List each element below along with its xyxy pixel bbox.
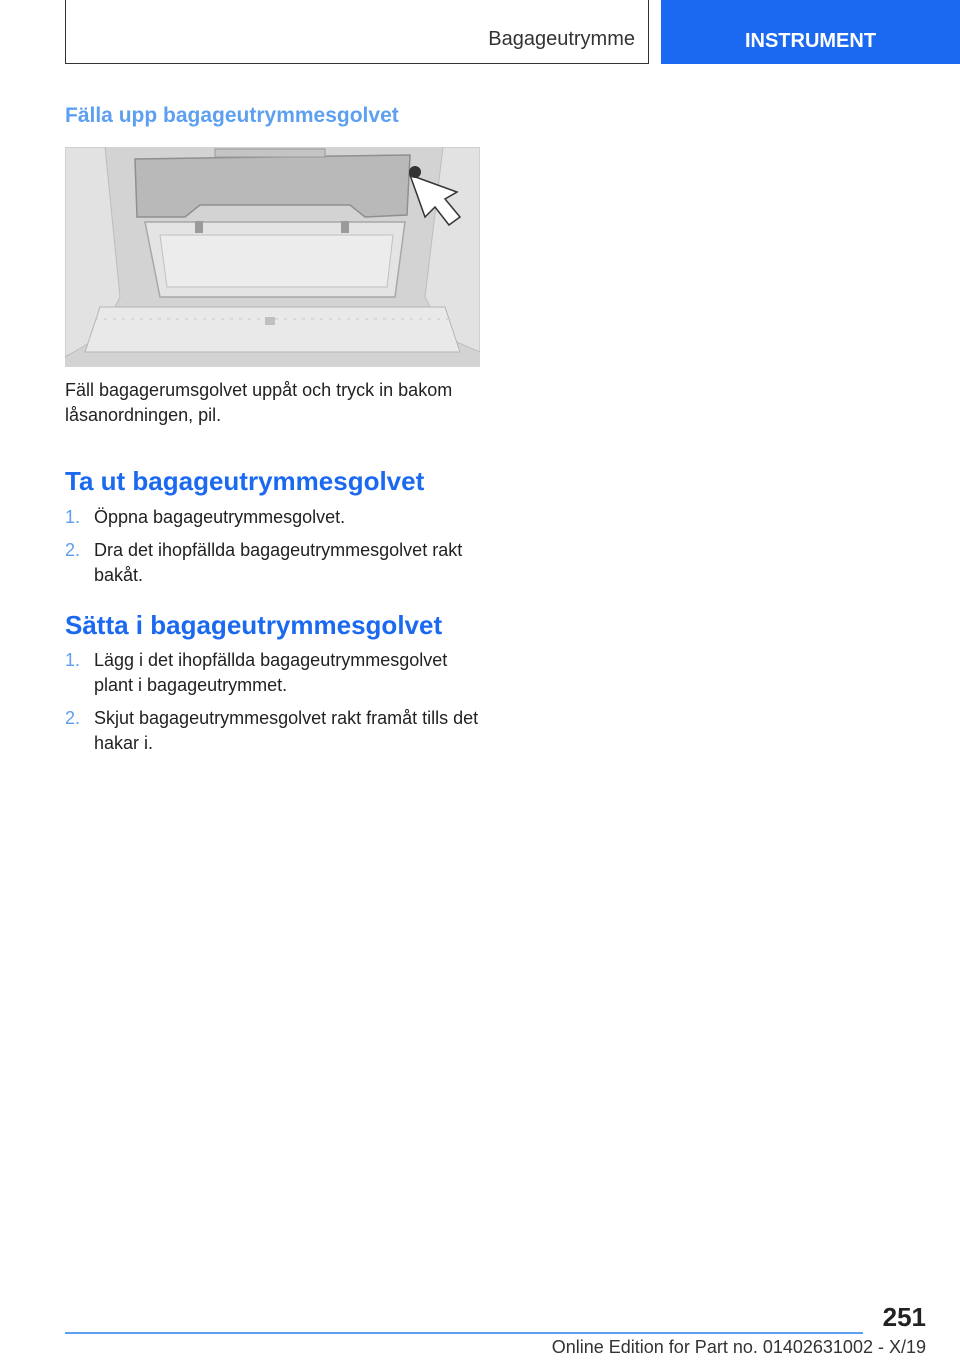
fold-up-caption: Fäll bagagerumsgolvet uppåt och tryck in bakom låsanordningen, pil. xyxy=(65,380,453,425)
list-item xyxy=(65,505,485,530)
trunk-illustration-svg xyxy=(65,147,480,367)
footer-divider xyxy=(65,1332,863,1334)
page-number: 251 xyxy=(882,1302,926,1332)
step-number: 2. xyxy=(65,708,81,728)
header-chapter-label: INSTRUMENT xyxy=(744,29,877,52)
list-item xyxy=(65,538,485,588)
step-number: 2. xyxy=(65,540,81,560)
step-text: Skjut bagageutrymmesgolvet rakt framåt tills det hakar i. xyxy=(94,708,479,753)
list-item xyxy=(65,706,485,756)
fold-up-heading: Fälla upp bagageutrymmesgolvet xyxy=(65,104,399,127)
remove-heading: Ta ut bagageutrymmesgolvet xyxy=(65,466,425,496)
footer-edition: Online Edition for Part no. 01402631002 - X/19 xyxy=(551,1337,926,1357)
trunk-floor-illustration xyxy=(65,147,480,367)
header-chapter-tab[interactable] xyxy=(661,0,960,64)
list-item xyxy=(65,648,485,698)
step-text: Öppna bagageutrymmesgolvet. xyxy=(94,507,346,527)
remove-steps-list xyxy=(65,505,485,596)
step-text: Dra det ihopfällda bagageutrymmesgolvet rakt bakåt. xyxy=(94,540,463,585)
header-section-title: Bagageutrymme xyxy=(488,28,635,50)
step-number: 1. xyxy=(65,507,81,527)
insert-heading: Sätta i bagageutrymmesgolvet xyxy=(65,610,443,640)
step-text: Lägg i det ihopfällda bagageutrymmesgolvet plant i bagageutrymmet. xyxy=(94,650,448,695)
insert-steps-list xyxy=(65,648,485,764)
step-number: 1. xyxy=(65,650,81,670)
